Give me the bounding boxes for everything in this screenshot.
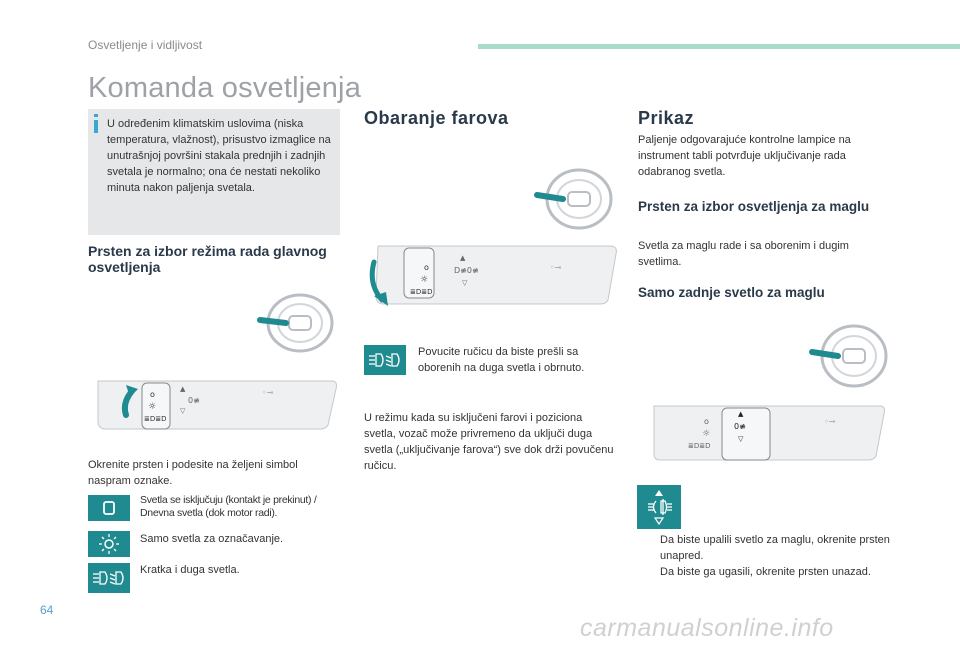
svg-text:☼: ☼ [420,275,429,285]
col2-paragraph: U režimu kada su isključeni farovi i poziciona svetla, vozač može privremeno da uključi duga svetla („uključivanje farova“) sve dok drži povučenu ručicu. [364,412,614,472]
item-sidelamps-text: Samo svetla za označavanje. [140,533,284,545]
svg-text:o: o [150,390,155,399]
svg-text:o: o [704,417,709,426]
svg-text:▲: ▲ [460,254,466,262]
svg-text:o: o [424,263,429,272]
svg-text:◦⊸: ◦⊸ [550,263,562,272]
item-beam-text: Kratka i duga svetla. [140,564,240,576]
svg-text:◦⊸: ◦⊸ [824,417,836,426]
bullet-item: Da biste ga ugasili, okrenite prsten unazad. [660,566,871,578]
page-title: Komanda osvetljenja [88,72,362,104]
lighting-stalk-illustration [92,373,340,435]
svg-text:◦⊸: ◦⊸ [262,388,274,397]
svg-text:0≢: 0≢ [734,422,746,431]
svg-text:≣D≣D: ≣D≣D [144,415,167,423]
lighting-stalk-pull-illustration [364,240,620,314]
svg-text:≣D≣D: ≣D≣D [410,288,433,296]
header-accent-bar [478,44,960,49]
steering-wheel-illustration [808,322,890,392]
col3-heading: Prikaz [638,108,695,128]
svg-text:0≢: 0≢ [188,396,200,405]
bullet-item: Da biste upalili svetlo za maglu, okrenite prsten unapred. [660,534,890,562]
svg-text:☼: ☼ [148,402,157,412]
fog-ring-stalk-illustration [648,398,888,468]
main-beam-icon [364,345,406,375]
svg-text:▽: ▽ [180,407,186,415]
svg-text:D≢0≢: D≢0≢ [454,266,479,275]
rear-fog-heading: Samo zadnje svetlo za maglu [638,285,825,300]
svg-text:▽: ▽ [462,279,468,287]
dipped-main-beam-icon [88,563,130,593]
col2-badge-text: Povucite ručicu da biste prešli sa oborenih na duga svetla i obrnuto. [418,346,585,374]
info-icon [94,114,98,117]
info-note-text: U određenim klimatskim uslovima (niska temperatura, vlažnost), prisustvo izmaglice na unutrašnjoj površini stakala prednjih i zadnjih svetala je normalno; ona će nestati nekoliko minuta nakon paljenja svetala. [107,118,331,194]
fog-heading: Prsten za izbor osvetljenja za maglu [638,199,870,214]
steering-wheel-illustration [256,290,336,356]
steering-wheel-illustration [533,165,615,231]
col1-instruction: Okrenite prsten i podesite na željeni simbol naspram oznake. [88,459,298,487]
page-number: 64 [40,603,54,617]
rear-fog-icon [637,485,681,529]
svg-text:▲: ▲ [738,410,744,418]
svg-text:☼: ☼ [702,429,711,439]
svg-text:≣D≣D: ≣D≣D [688,442,711,450]
item-off-text: Svetla se isključuju (kontakt je prekinut) / Dnevna svetla (dok motor radi). [140,494,317,519]
svg-text:▽: ▽ [738,435,744,443]
col3-text: Paljenje odgovarajuće kontrolne lampice na instrument tabli potvrđuje uključivanje rada odabranog svetla. [638,134,851,178]
info-icon-bar [94,120,98,133]
watermark: carmanualsonline.info [580,614,834,642]
off-ring-icon [88,495,130,521]
col1-heading: Prsten za izbor režima rada glavnog osvetljenja [88,243,327,275]
sidelamps-icon [88,531,130,557]
svg-text:▲: ▲ [180,385,186,393]
col2-heading: Obaranje farova [364,108,509,128]
section-title: Osvetljenje i vidljivost [88,38,203,52]
fog-text: Svetla za maglu rade i sa oborenim i dugim svetlima. [638,240,849,268]
